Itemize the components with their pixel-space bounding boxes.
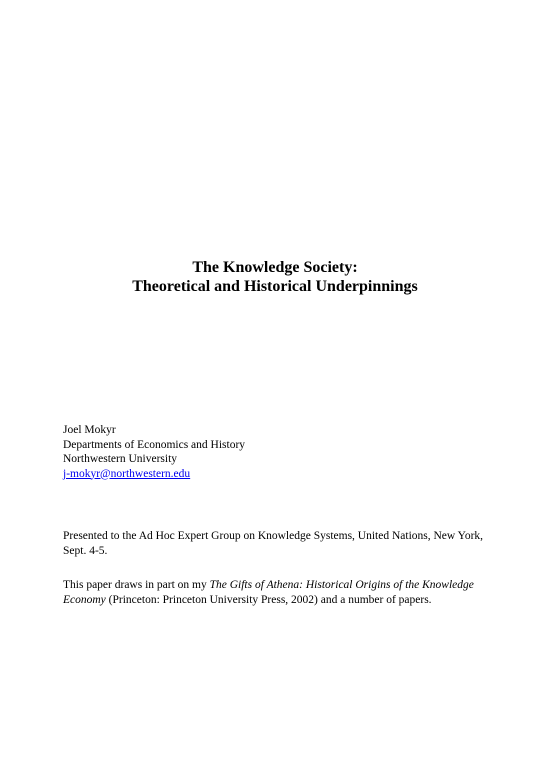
source-note-prefix: This paper draws in part on my	[63, 579, 210, 591]
author-info	[63, 423, 245, 481]
title-line-1: The Knowledge Society:	[192, 259, 358, 276]
author-email-link[interactable]: j-mokyr@northwestern.edu	[63, 467, 191, 480]
source-note-suffix: (Princeton: Princeton University Press, 2002) and a number of papers.	[105, 593, 432, 606]
presentation-line-2: Sept. 4-5.	[63, 544, 108, 557]
source-note	[63, 578, 483, 607]
author-name: Joel Mokyr	[63, 424, 116, 436]
author-institution: Northwestern University	[63, 453, 178, 465]
title-line-2: Theoretical and Historical Underpinnings	[132, 278, 418, 295]
author-department: Departments of Economics and History	[63, 438, 246, 451]
paper-title	[0, 258, 550, 296]
book-title-part-2: Economy	[63, 593, 106, 606]
presentation-line-1: Presented to the Ad Hoc Expert Group on Knowledge Systems, United Nations, New York,	[63, 530, 484, 542]
presentation-note	[63, 529, 483, 558]
book-title-part-1: The Gifts of Athena: Historical Origins of the Knowledge	[209, 579, 474, 591]
